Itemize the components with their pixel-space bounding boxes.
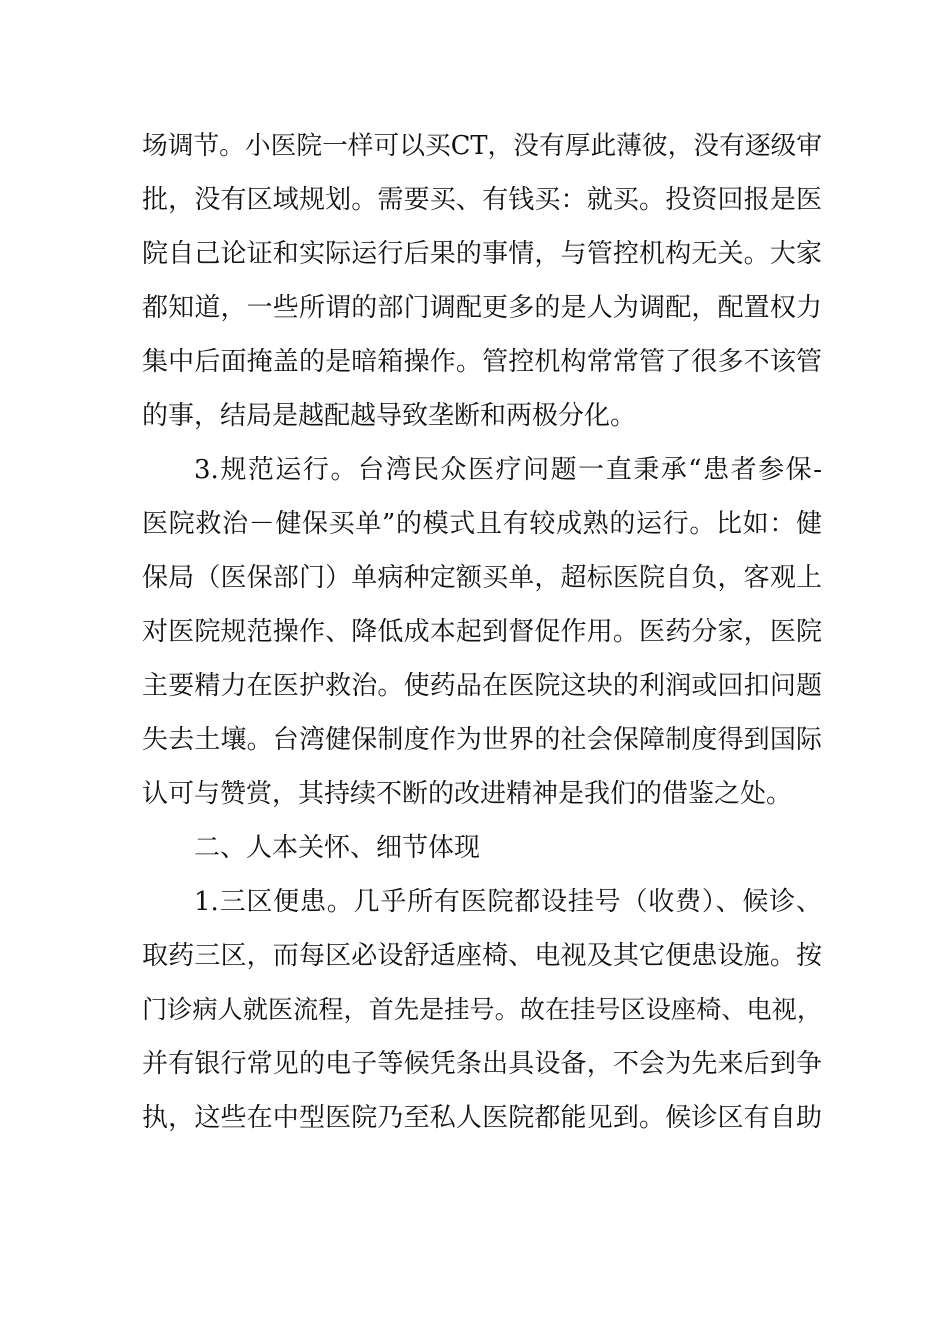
text-line: 1.三区便患。几乎所有医院都设挂号（收费）、候诊、: [194, 887, 822, 917]
text-line: 都知道，一些所谓的部门调配更多的是人为调配，配置权力: [142, 293, 822, 323]
text-line: 门诊病人就医流程，首先是挂号。故在挂号区设座椅、电视，: [142, 995, 822, 1024]
text-line: 保局（医保部门）单病种定额买单，超标医院自负，客观上: [142, 563, 822, 593]
text-line: 批，没有区域规划。需要买、有钱买：就买。投资回报是医: [142, 185, 822, 215]
section-heading: 二、人本关怀、细节体现: [194, 833, 481, 863]
document-body: [142, 119, 822, 1145]
text-line: 的事，结局是越配越导致垄断和两极分化。: [142, 401, 637, 431]
text-line: 失去土壤。台湾健保制度作为世界的社会保障制度得到国际: [142, 725, 822, 755]
text-line: 认可与赞赏，其持续不断的改进精神是我们的借鉴之处。: [142, 779, 793, 809]
text-line: 并有银行常见的电子等候凭条出具设备，不会为先来后到争: [142, 1049, 822, 1079]
text-line: 场调节。小医院一样可以买CT，没有厚此薄彼，没有逐级审: [142, 131, 822, 161]
text-line: 主要精力在医护救治。使药品在医院这块的利润或回扣问题: [142, 671, 822, 701]
text-line: 集中后面掩盖的是暗箱操作。管控机构常常管了很多不该管: [142, 347, 822, 377]
text-line: 医院救治－健保买单”的模式且有较成熟的运行。比如：健: [142, 509, 822, 539]
text-line: 执，这些在中型医院乃至私人医院都能见到。候诊区有自助: [142, 1103, 822, 1133]
text-line: 3.规范运行。台湾民众医疗问题一直秉承“患者参保-: [194, 455, 822, 485]
text-line: 院自己论证和实际运行后果的事情，与管控机构无关。大家: [142, 239, 822, 269]
text-line: 取药三区，而每区必设舒适座椅、电视及其它便患设施。按: [142, 941, 822, 971]
text-line: 对医院规范操作、降低成本起到督促作用。医药分家，医院: [142, 617, 822, 647]
